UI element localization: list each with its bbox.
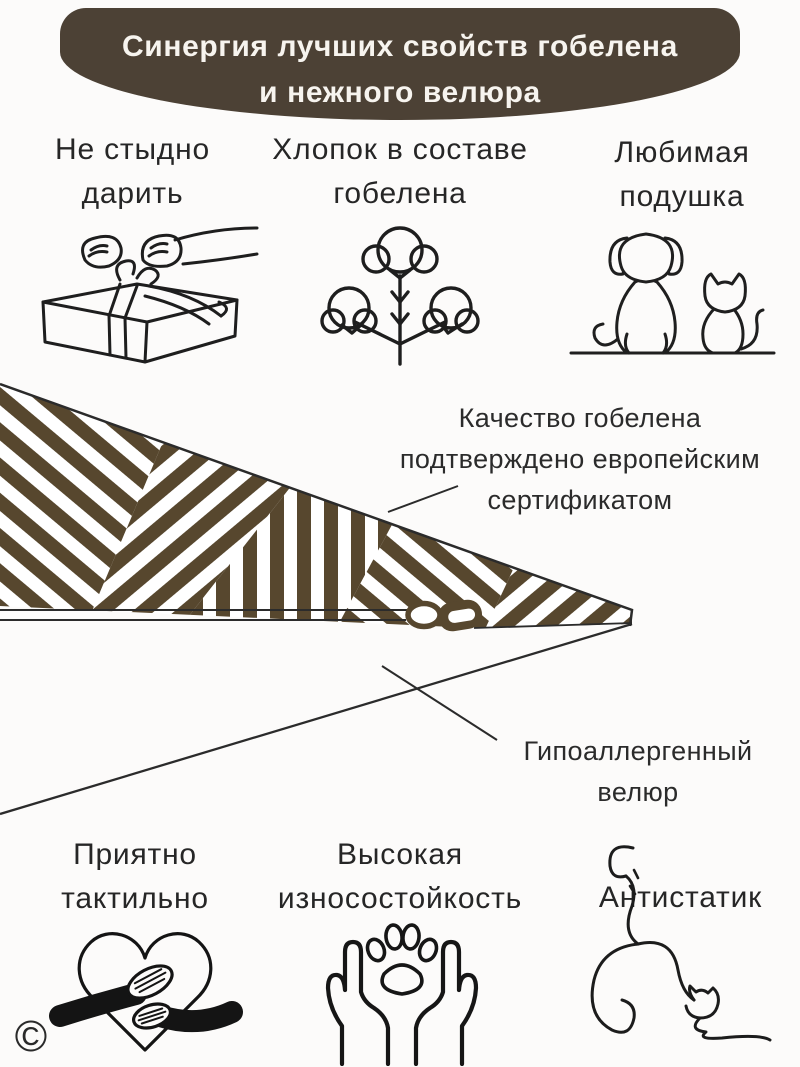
heart-hug-icon [48,920,248,1065]
paw-print [364,924,439,994]
feature-tactile-label [30,833,240,921]
feature-pillow-line2: подушка [619,180,745,213]
banner-title-line1: Синергия лучших свойств гобелена [122,30,678,63]
feature-cotton-label [235,128,565,216]
callout-top-line1: Качество гобелена [458,403,702,433]
feature-antistatic-line1: Антистатик [598,881,763,914]
feature-durability-line1: Высокая [337,838,463,871]
feature-gift-line2: дарить [81,177,184,210]
dog-and-cat-icon [565,222,780,364]
copyright-symbol: © [14,1012,48,1061]
tapestry-quality-callout [360,398,800,521]
banner-title-line2: и нежного велюра [259,76,541,109]
velour-callout [488,731,788,813]
cat-tail-curl [610,847,633,877]
hands-holding-paw-icon [312,906,492,1066]
feature-durability-line2: износостойкость [277,882,523,915]
gift-box-icon [25,220,260,370]
feature-gift-label [25,128,240,216]
callout-top-line3: сертификатом [487,485,673,515]
cotton-plant-icon [305,218,495,368]
feature-cotton-line1: Хлопок в составе [272,133,528,166]
feature-pillow-label [582,131,782,219]
feature-gift-line1: Не стыдно [55,133,210,166]
callout-top-line2: подтверждено европейским [399,444,761,474]
feature-tactile-line1: Приятно [73,838,197,871]
title-banner [60,8,740,120]
feature-tactile-line2: тактильно [61,882,209,915]
callout-line-velour [382,666,497,740]
callout-bottom-line2: велюр [597,777,679,807]
callout-bottom-line1: Гипоаллергенный [523,736,753,766]
feature-pillow-line1: Любимая [614,136,750,169]
feature-cotton-line2: гобелена [333,177,467,210]
stretching-cat-icon [538,840,778,1065]
